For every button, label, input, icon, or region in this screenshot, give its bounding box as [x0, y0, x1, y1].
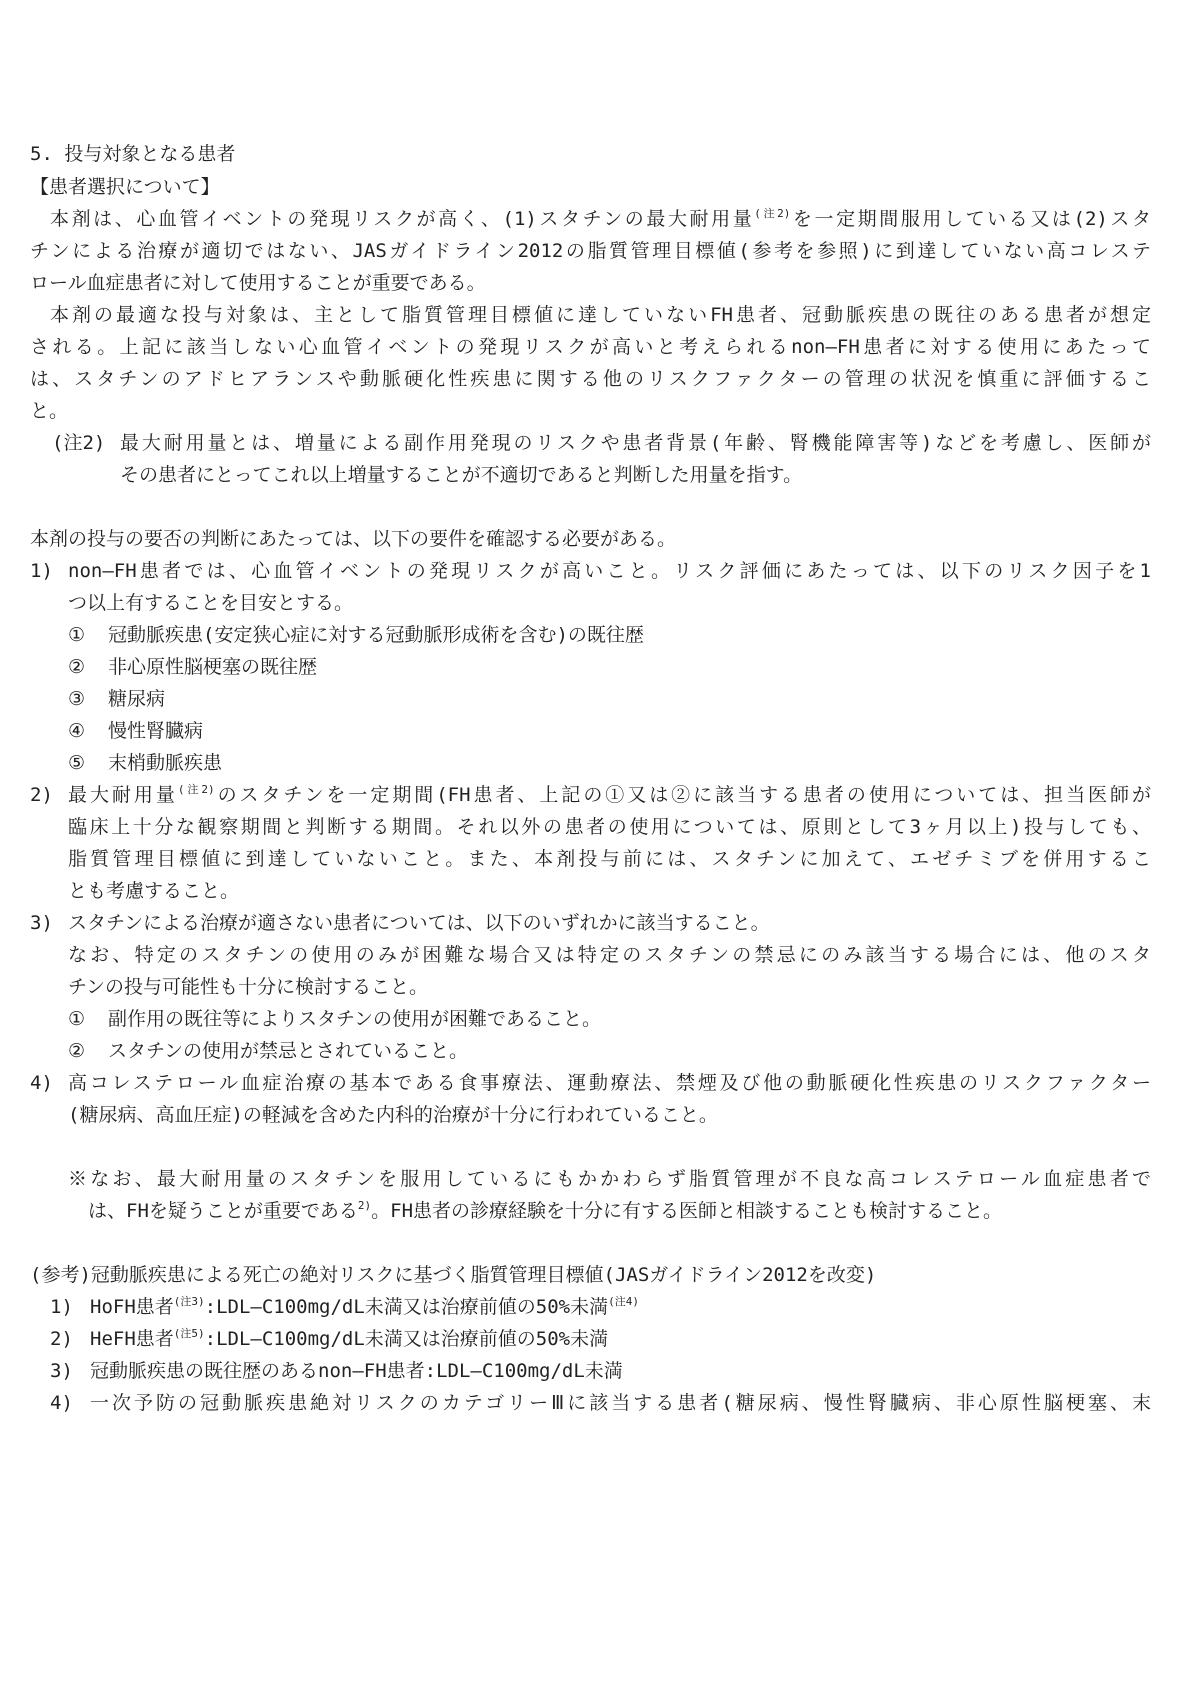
req-1-item: 慢性腎臓病 [108, 720, 204, 742]
req-2-line-2: 臨床上十分な観察期間と判断する期間。それ以外の患者の使用については、原則として3ヶ月以上)投与しても、 [68, 816, 1151, 838]
ref-item-number: 1) [50, 1296, 73, 1318]
paragraph-1-line-3: ロール血症患者に対して使用することが重要である。 [30, 272, 486, 294]
req-3-item: スタチンの使用が禁忌とされていること。 [108, 1040, 469, 1062]
req-1-item: 末梢動脈疾患 [108, 752, 223, 774]
ref-item-number: 2) [50, 1328, 73, 1350]
req-3-line-3: チンの投与可能性も十分に検討すること。 [68, 976, 429, 998]
req-3-item-mark: ② [68, 1040, 86, 1062]
req-3-item: 副作用の既往等によりスタチンの使用が困難であること。 [108, 1008, 602, 1030]
req-2-line-4: とも考慮すること。 [68, 880, 240, 902]
req-2-number: 2) [30, 784, 53, 806]
paragraph-2-line-3: は、スタチンのアドヒアランスや動脈硬化性疾患に関する他のリスクファクターの管理の状況を慎重に評価するこ [30, 368, 1151, 390]
req-2-line-3: 脂質管理目標値に到達していないこと。また、本剤投与前には、スタチンに加えて、エゼチミブを併用するこ [68, 848, 1151, 870]
remark-line-1: ※なお、最大耐用量のスタチンを服用しているにもかかわらず脂質管理が不良な高コレステロール血症患者で [68, 1168, 1151, 1190]
req-1-item-mark: ① [68, 624, 86, 646]
req-4-line-2: (糖尿病、高血圧症)の軽減を含めた内科的治療が十分に行われていること。 [68, 1104, 718, 1126]
req-3-line-2: なお、特定のスタチンの使用のみが困難な場合又は特定のスタチンの禁忌にのみ該当する場合には、他のスタ [68, 944, 1151, 966]
requirements-intro: 本剤の投与の要否の判断にあたっては、以下の要件を確認する必要がある。 [30, 528, 677, 550]
ref-item: HeFH患者$^{(注5)}$:LDL―C100mg/dL未満又は治療前値の50%未満 [90, 1326, 609, 1350]
req-3-item-mark: ① [68, 1008, 86, 1030]
paragraph-2-line-1: 本剤の最適な投与対象は、主として脂質管理目標値に達していないFH患者、冠動脈疾患の既往のある患者が想定 [50, 304, 1151, 326]
req-1-item: 糖尿病 [108, 688, 166, 710]
req-1-number: 1) [30, 560, 53, 582]
req-3-number: 3) [30, 912, 53, 934]
req-1-item-mark: ⑤ [68, 752, 86, 774]
paragraph-1-line-2: チンによる治療が適切ではない、JASガイドライン2012の脂質管理目標値(参考を参照)に到達していない高コレステ [30, 240, 1151, 262]
req-2-line-1: 最大耐用量$^{(注2)}$のスタチンを一定期間(FH患者、上記の①又は②に該当する患者の使用については、担当医師が [68, 782, 1151, 806]
citation-ref: 2) [357, 1198, 372, 1212]
paragraph-1-line-1: 本剤は、心血管イベントの発現リスクが高く、(1)スタチンの最大耐用量$^{(注2)}$を一定期間服用している又は(2)スタ [50, 206, 1151, 230]
ref-item: 冠動脈疾患の既往歴のあるnon―FH患者:LDL―C100mg/dL未満 [90, 1360, 623, 1382]
ref-item-number: 4) [50, 1392, 73, 1414]
req-1-item-mark: ④ [68, 720, 86, 742]
ref-item: 一次予防の冠動脈疾患絶対リスクのカテゴリーⅢに該当する患者(糖尿病、慢性腎臓病、非心原性脳梗塞、末 [90, 1392, 1151, 1414]
note-ref: (注2) [177, 782, 215, 796]
req-4-line-1: 高コレステロール血症治療の基本である食事療法、運動療法、禁煙及び他の動脈硬化性疾患のリスクファクター [68, 1072, 1151, 1094]
note-2-line-1: 最大耐用量とは、増量による副作用発現のリスクや患者背景(年齢、腎機能障害等)などを考慮し、医師が [120, 432, 1151, 454]
req-1-line-2: つ以上有することを目安とする。 [68, 592, 354, 614]
paragraph-2-line-4: と。 [30, 400, 69, 422]
note-2-line-2: その患者にとってこれ以上増量することが不適切であると判断した用量を指す。 [120, 464, 803, 486]
reference-title: (参考)冠動脈疾患による死亡の絶対リスクに基づく脂質管理目標値(JASガイドライン2012を改変) [30, 1264, 877, 1286]
subsection-heading: 【患者選択について】 [30, 176, 220, 198]
ref-item: HoFH患者$^{(注3)}$:LDL―C100mg/dL未満又は治療前値の50%未満$^{(注4)}$ [90, 1294, 639, 1318]
section-title: 5. 投与対象となる患者 [30, 143, 236, 165]
ref-item-number: 3) [50, 1360, 73, 1382]
note-ref: (注2) [754, 206, 791, 220]
req-1-item-mark: ③ [68, 688, 86, 710]
req-1-item-mark: ② [68, 656, 86, 678]
req-1-item: 非心原性脳梗塞の既往歴 [108, 656, 318, 678]
req-4-number: 4) [30, 1072, 53, 1094]
req-3-line-1: スタチンによる治療が適さない患者については、以下のいずれかに該当すること。 [68, 912, 770, 934]
paragraph-2-line-2: される。上記に該当しない心血管イベントの発現リスクが高いと考えられるnon―FH患者に対する使用にあたって [30, 336, 1151, 358]
req-1-item: 冠動脈疾患(安定狭心症に対する冠動脈形成術を含む)の既往歴 [108, 624, 644, 646]
req-1-line-1: non―FH患者では、心血管イベントの発現リスクが高いこと。リスク評価にあたっては、以下のリスク因子を1 [68, 560, 1151, 582]
remark-line-2: は、FHを疑うことが重要である$^{2)}$。FH患者の診療経験を十分に有する医師と相談することも検討すること。 [88, 1198, 1003, 1222]
note-2-label: (注2) [52, 432, 106, 454]
